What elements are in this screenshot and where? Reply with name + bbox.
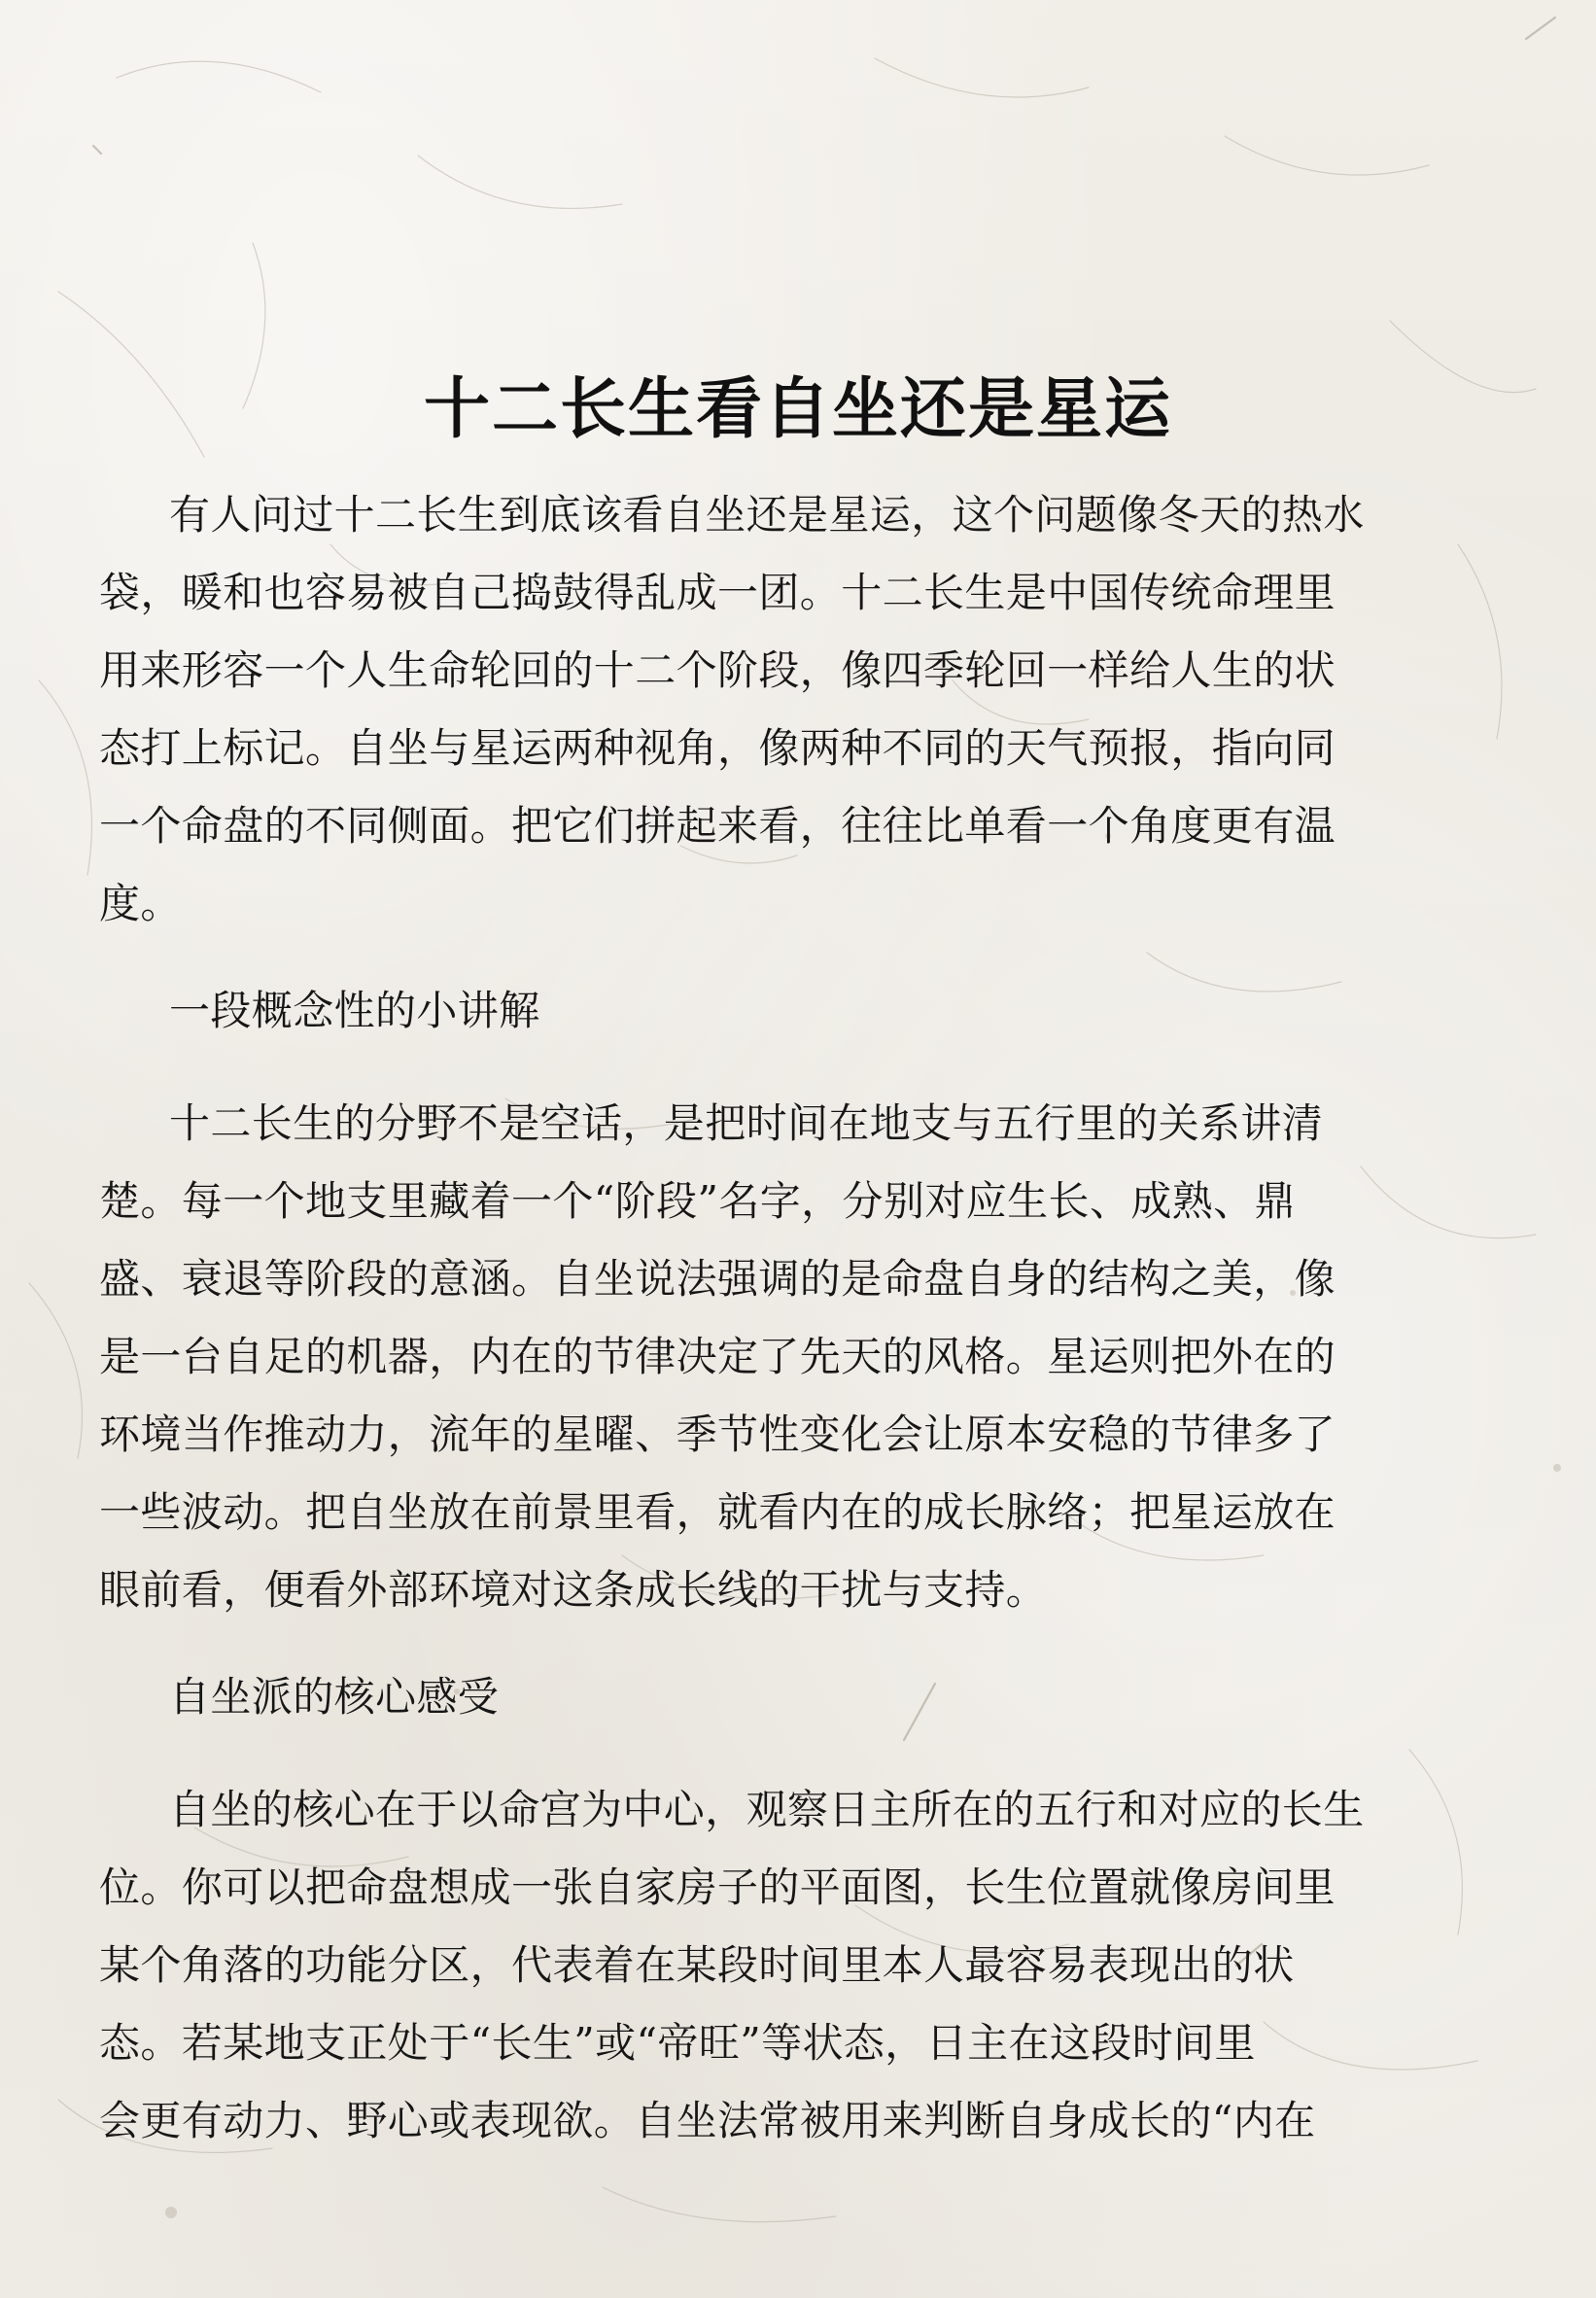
paragraph-line: 一些波动。把自坐放在前景里看，就看内在的成长脉络；把星运放在 [99,1488,1336,1536]
paragraph-line: 用来形容一个人生命轮回的十二个阶段，像四季轮回一样给人生的状 [99,646,1336,694]
paragraph-line: 自坐的核心在于以命宫为中心，观察日主所在的五行和对应的长生 [169,1786,1365,1833]
paragraph-line: 是一台自足的机器，内在的节律决定了先天的风格。星运则把外在的 [99,1333,1336,1380]
paragraph-line: 一个命盘的不同侧面。把它们拼起来看，往往比单看一个角度更有温 [99,802,1336,850]
paragraph-line: 某个角落的功能分区，代表着在某段时间里本人最容易表现出的状 [99,1941,1295,1989]
paragraph-line: 度。 [99,880,182,927]
paragraph-line: 位。你可以把命盘想成一张自家房子的平面图，长生位置就像房间里 [99,1863,1336,1911]
paragraph-line: 环境当作推动力，流年的星曜、季节性变化会让原本安稳的节律多了 [99,1410,1336,1458]
document-title: 十二长生看自坐还是星运 [423,371,1172,448]
paragraph-line: 十二长生的分野不是空话，是把时间在地支与五行里的关系讲清 [169,1099,1324,1147]
paragraph-line: 会更有动力、野心或表现欲。自坐法常被用来判断自身成长的“内在 [99,2097,1316,2144]
section-heading: 一段概念性的小讲解 [169,987,540,1034]
paragraph-line: 态。若某地支正处于“长生”或“帝旺”等状态，日主在这段时间里 [99,2019,1256,2067]
section-heading: 自坐派的核心感受 [169,1673,500,1721]
paragraph-line: 有人问过十二长生到底该看自坐还是星运，这个问题像冬天的热水 [169,491,1365,539]
paragraph-line: 袋，暖和也容易被自己捣鼓得乱成一团。十二长生是中国传统命理里 [99,569,1336,616]
paragraph-line: 态打上标记。自坐与星运两种视角，像两种不同的天气预报，指向同 [99,724,1336,772]
paragraph-line: 楚。每一个地支里藏着一个“阶段”名字，分别对应生长、成熟、鼎 [99,1177,1296,1225]
paragraph-line: 眼前看，便看外部环境对这条成长线的干扰与支持。 [99,1566,1048,1614]
paragraph-line: 盛、衰退等阶段的意涵。自坐说法强调的是命盘自身的结构之美，像 [99,1255,1336,1303]
